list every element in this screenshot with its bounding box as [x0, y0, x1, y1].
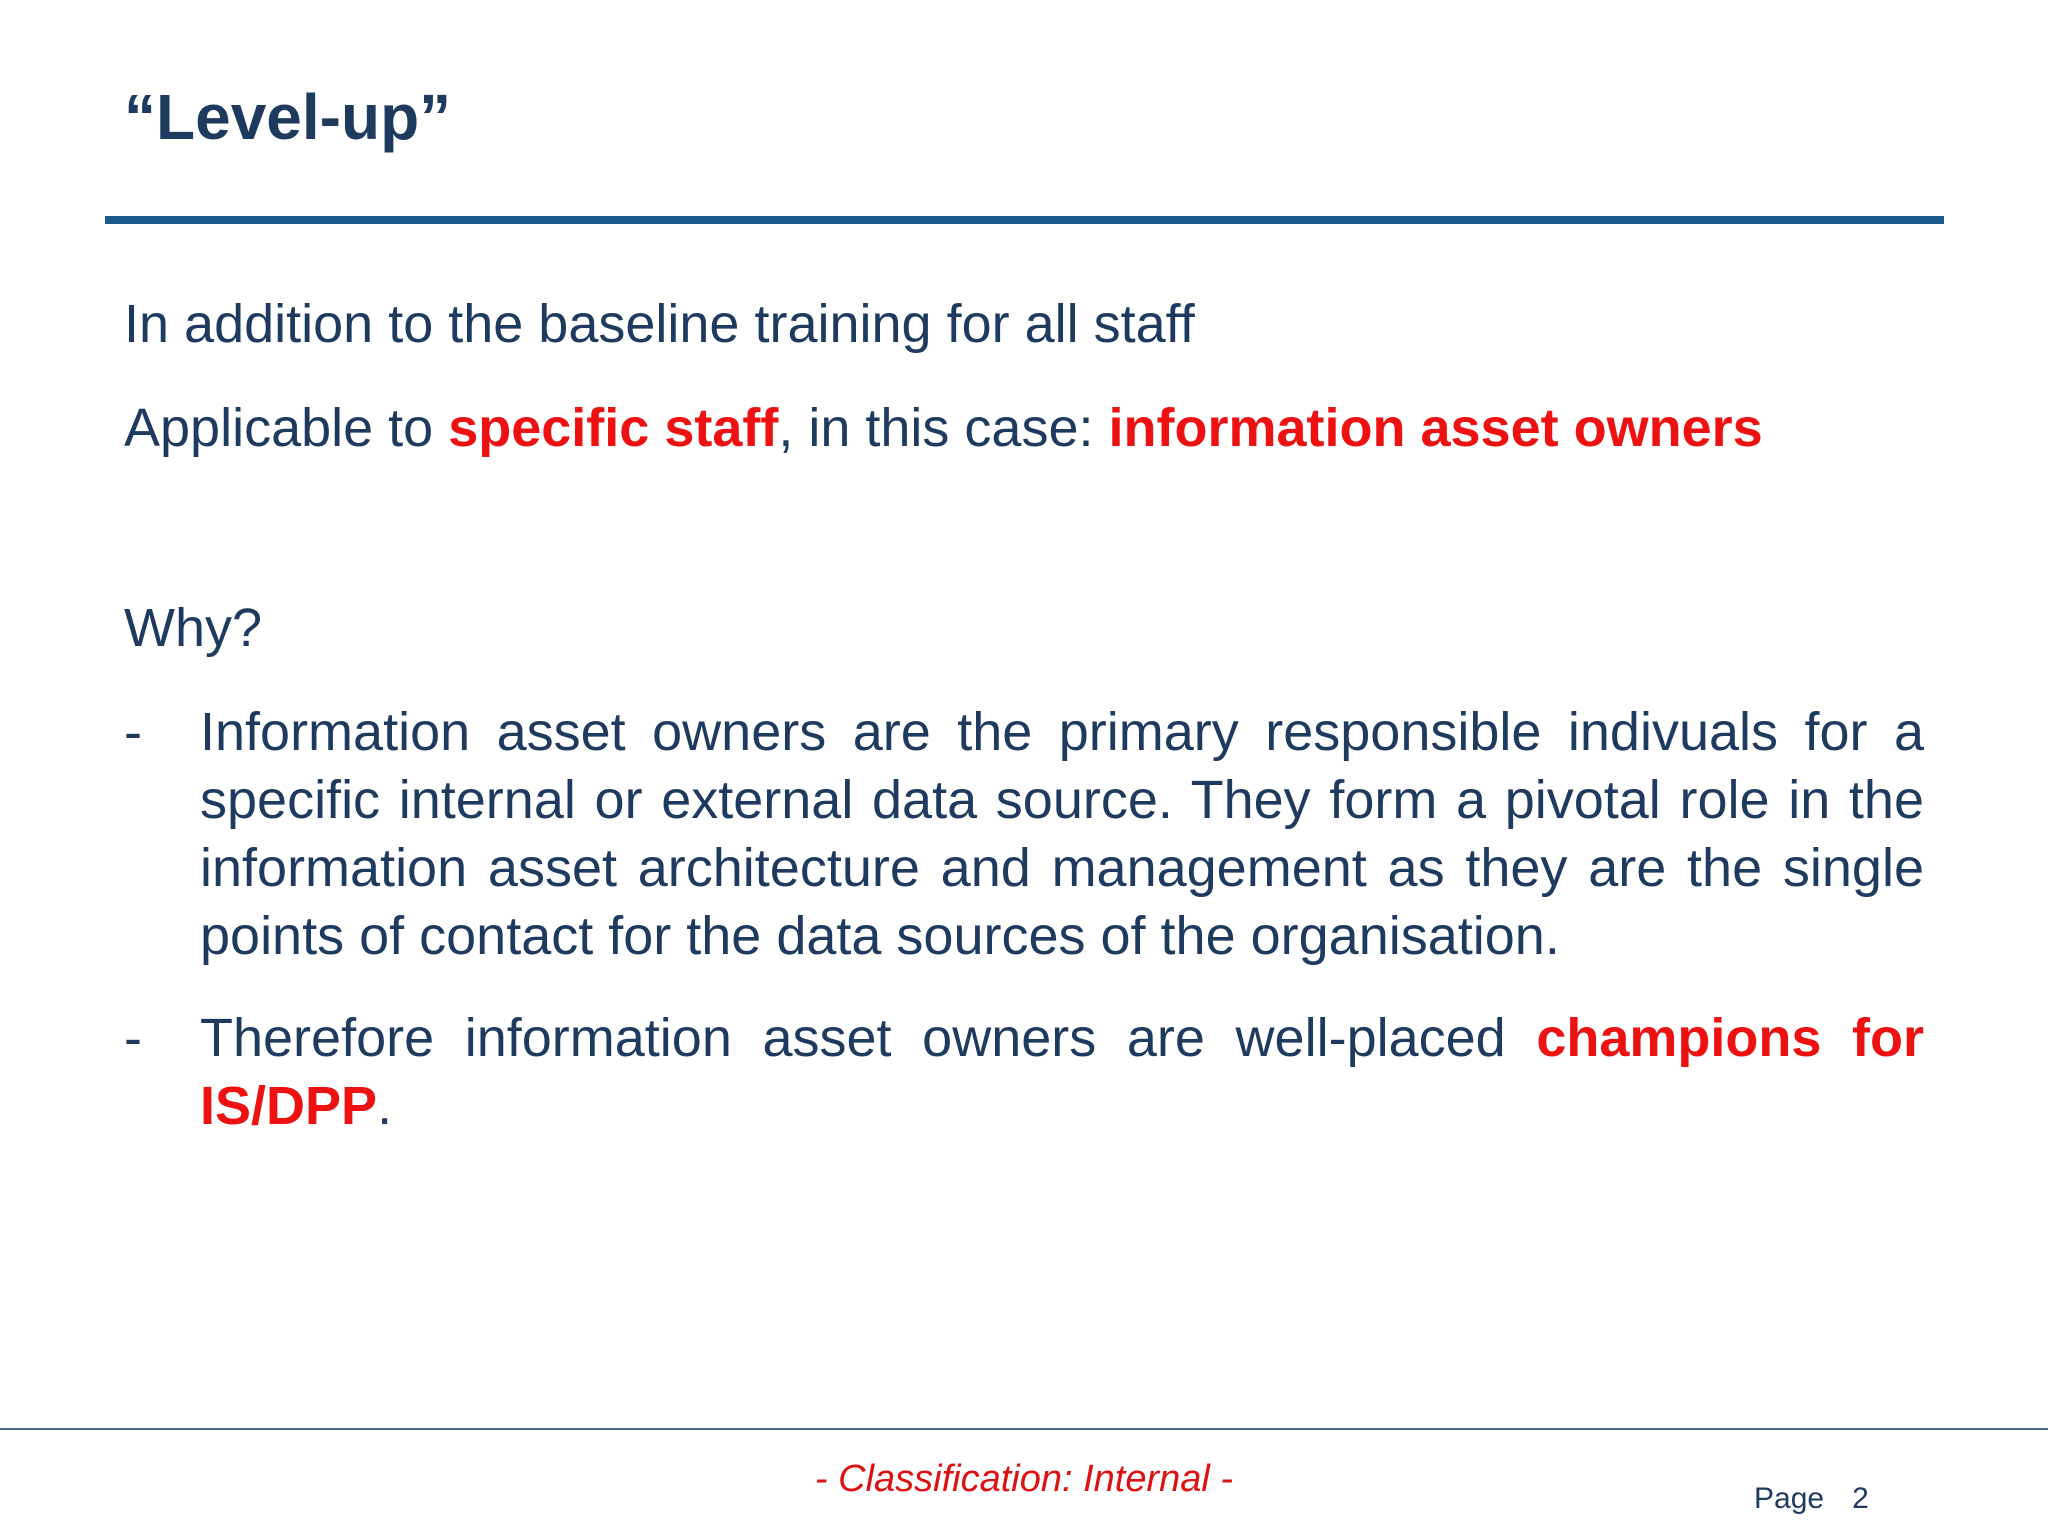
bullet-suffix: . — [377, 1076, 393, 1136]
highlight-asset-owners: information asset owners — [1108, 398, 1763, 458]
bullet-dash: - — [124, 1008, 142, 1068]
applicable-text — [124, 394, 1924, 462]
footer-divider — [0, 1428, 2048, 1430]
bullet-item — [124, 1004, 1924, 1140]
page-label: Page — [1754, 1482, 1825, 1515]
applicable-prefix: Applicable to — [124, 398, 449, 458]
classification-label: - Classification: Internal - — [814, 1458, 1234, 1500]
why-heading: Why? — [124, 598, 263, 658]
bullet-prefix: Therefore information asset owners are well-placed — [200, 1008, 1537, 1068]
page-number-value: 2 — [1852, 1482, 1869, 1515]
bullet-item — [124, 698, 1924, 970]
intro-text: In addition to the baseline training for all staff — [124, 294, 1195, 354]
highlight-specific-staff: specific staff — [448, 398, 779, 458]
title-divider — [105, 216, 1944, 224]
bullet-dash: - — [124, 702, 142, 762]
page-number — [1754, 1482, 1869, 1516]
applicable-middle: , in this case: — [778, 398, 1109, 458]
highlight-champions: champions for IS/DPP — [200, 1008, 1924, 1136]
slide-title: “Level-up” — [124, 81, 452, 153]
slide-content — [124, 290, 1924, 1174]
bullet-text: Information asset owners are the primary responsible indivuals for a specific internal or external data source. They form a pivotal role in the information asset architecture and management as they are the single points of contact for the data sources of the organisation. — [200, 702, 1924, 966]
